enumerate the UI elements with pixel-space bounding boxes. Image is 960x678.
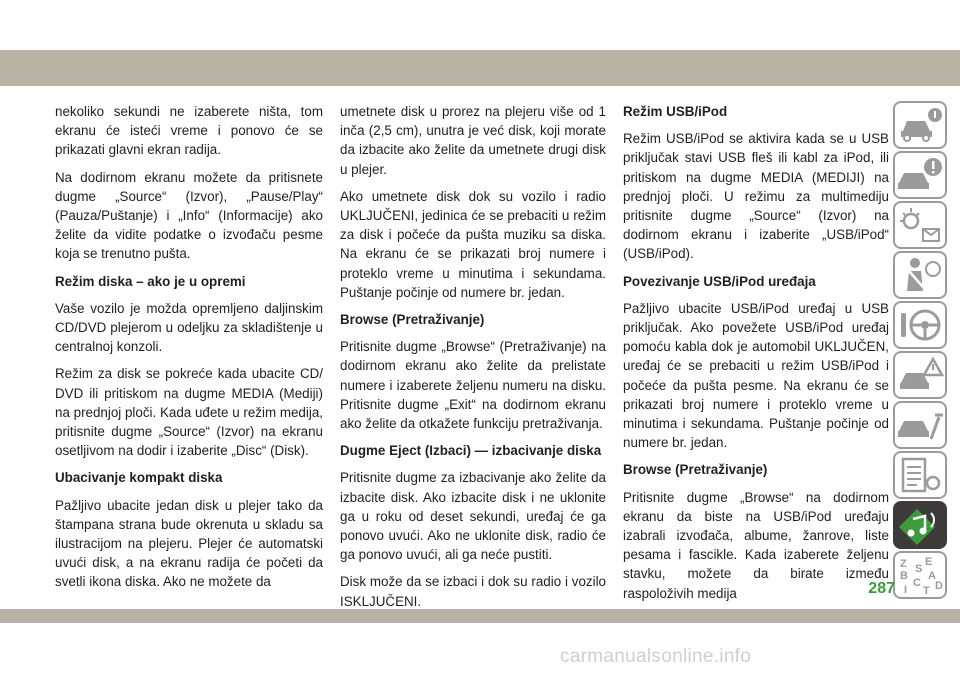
tab-maintenance[interactable] [893,451,947,499]
steering-wheel-icon [895,303,945,347]
watermark: carmanualsonline.info [560,646,752,667]
car-service-icon [895,403,945,447]
index-letter: D [935,580,943,592]
tab-multimedia[interactable] [893,501,947,549]
paragraph: Vaše vozilo je možda opremljeno daljinskim CD/DVD plejerom u odeljku za skladištenje u centralnoj konzoli. [55,300,323,355]
section-heading: Browse (Pretraživanje) [623,462,768,478]
index-letter: E [925,556,933,568]
section-heading: Povezivanje USB/iPod uređaja [623,273,816,289]
index-letter: B [900,570,908,582]
paragraph: Režim USB/iPod se aktivira kada se u USB priključak stavi USB fleš ili kabl za iPod, ili pritiskom na dugme MEDIA (MEDIJI) na prednjoj ploči. U režimu za multimediju pritisnite dugme „Source“ (Izvor) na dodirnom ekranu i izaberite „USB/iPod“ (USB/iPod). [623,131,889,262]
section-heading: Dugme Eject (Izbaci) — izbacivanje diska [340,443,602,459]
paragraph: Pritisnite dugme „Browse“ na dodirnom ekranu da biste na USB/iPod uređaju izabrali izvođača, albume, žanrove, liste pesama i fascikle. Kada izaberete željenu stavku, možete da birate između raspoloživih medija [623,489,889,601]
index-letter: A [928,570,936,582]
car-info-icon [895,103,945,147]
tab-emergency[interactable] [893,351,947,399]
tab-car-info[interactable] [893,101,947,149]
index-letter: I [904,584,908,596]
section-heading: Ubacivanje kompakt diska [55,470,223,486]
paragraph: Disk može da se izbaci i dok su radio i vozilo ISKLJUČENI. [340,574,606,609]
index-letter: Z [900,558,907,570]
tab-service[interactable] [893,401,947,449]
multimedia-icon [895,503,945,547]
language-index-icon [895,553,945,597]
seatbelt-airbag-icon [895,253,945,297]
tab-driving[interactable] [893,301,947,349]
car-warning-icon [895,153,945,197]
paragraph: Pažljivo ubacite jedan disk u plejer tako da štampana strana bude okrenuta u skladu sa ilustracijom na plejeru. Plejer će automatski uvući disk, a na ekranu radija će početi da svetli ikona diska. Ako ne možete da [55,497,323,590]
paragraph: Pritisnite dugme za izbacivanje ako želite da izbacite disk. Ako izbacite disk i ne uklonite ga u roku od deset sekundi, uređaj će ga ponovo uvući. Ako ne uklonite disk, radio će ga ponovo uvući, ali ga neće pustiti. [340,470,606,563]
tab-safety[interactable] [893,251,947,299]
index-letter: C [913,577,921,589]
index-letter: T [923,585,930,597]
section-heading: Režim USB/iPod [623,104,728,119]
tab-car-warning[interactable] [893,151,947,199]
maintenance-list-icon [895,453,945,497]
page-number: 287 [868,580,895,597]
paragraph: Pritisnite dugme „Browse“ (Pretraživanje) na dodirnom ekranu ako želite da prelistate numere i izaberete željenu numeru na disku. Pritisnite dugme „Exit“ na dodirnom ekranu ako želite da otkažete funkciju pretraživanja. [340,339,606,432]
paragraph: Ako umetnete disk dok su vozilo i radio UKLJUČENI, jedinica će se prebaciti u režim za disk i počeće da pušta muziku sa diska. Na ekranu će se prikazati broj numere i proteklo vreme u minutima i sekundama. Puštanje počinje od numere br. jedan. [340,188,606,300]
text-column-1 [55,102,323,600]
index-letter: S [915,563,923,575]
paragraph: Pažljivo ubacite USB/iPod uređaj u USB priključak. Ako povežete USB/iPod uređaj pomoću kabla dok je automobil UKLJUČEN, uređaj će se prebaciti u režim USB/iPod i počeće da pušta pesme. Na ekranu će se prikazati broj numere i proteklo vreme u minutima i sekundama. Puštanje počinje od numere br. jedan. [623,300,889,451]
paragraph: Na dodirnom ekranu možete da pritisnete dugme „Source“ (Izvor), „Pause/Play“ (Pauza/Puštanje) i „Info“ (Informacije) ako želite da vidite podatke o izvođaču pesme koja se trenutno pušta. [55,169,323,262]
section-heading: Režim diska – ako je u opremi [55,273,246,289]
paragraph: nekoliko sekundi ne izaberete ništa, tom ekranu će isteći vreme i ponovo će se prikazati glavni ekran radija. [55,104,323,158]
hazard-warning-icon [895,353,945,397]
tab-lights[interactable] [893,201,947,249]
text-column-3 [623,102,889,611]
header-bar [0,50,960,86]
section-heading: Browse (Pretraživanje) [340,312,485,328]
paragraph: Režim za disk se pokreće kada ubacite CD/ DVD ili pritiskom na dugme MEDIA (Mediji) na prednjoj ploči. Kada uđete u režim medija, pritisnite dugme „Source“ (Izvor) na ekranu osetljivom na dodir i izaberite „Disc“ (Disk). [55,366,323,459]
text-column-2 [340,102,606,619]
tab-index[interactable] [893,551,947,599]
paragraph: umetnete disk u prorez na plejeru više od 1 inča (2,5 cm), unutra je već disk, koji morate da izbacite ako želite da umetnete drugi disk u plejer. [340,104,606,177]
footer-bar [0,609,960,623]
lights-controls-icon [895,203,945,247]
